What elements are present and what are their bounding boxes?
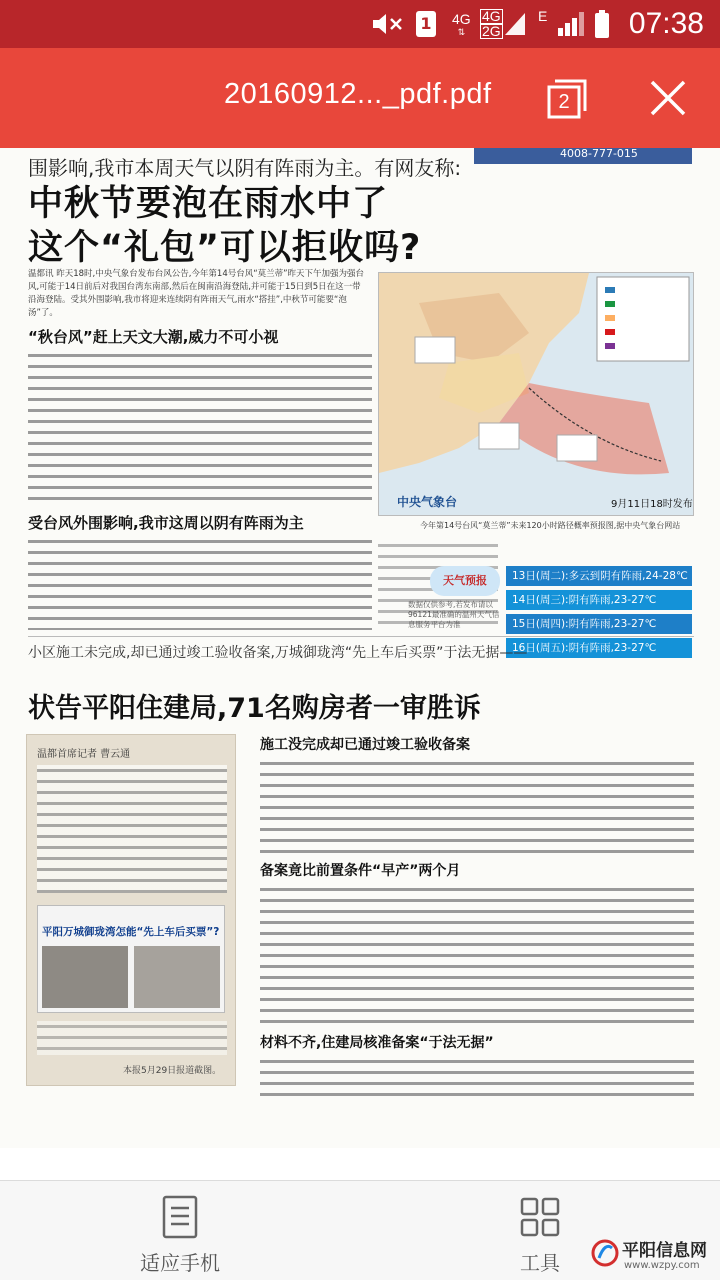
network-indicator-1: 4G ⇅ — [452, 10, 471, 37]
body-text-b — [260, 884, 694, 1024]
fit-to-phone-label: 适应手机 — [140, 1251, 220, 1275]
lead-paragraph: 温都讯 昨天18时,中央气象台发布台风公告,今年第14号台风“莫兰蒂”昨天下午加强为强台风,可能于14日前后对我国台湾东南部,然后在闽南沿海登陆,并可能于15日到5日在这一带沿海登陆。受其外围影响,我市将迎来连续阴有阵雨天气,雨水“搭挂”,中秋节可能要“泡汤”了。 — [28, 269, 365, 318]
network-type-2: 4G — [482, 8, 501, 24]
ad-banner — [474, 148, 692, 164]
watermark-logo-icon — [590, 1236, 620, 1270]
tools-button[interactable] — [480, 1181, 600, 1280]
page-count-button[interactable] — [546, 76, 590, 120]
kicker-2: 小区施工未完成,却已通过竣工验收备案,万城御珑湾“先上车后买票”于法无据—— — [28, 645, 528, 661]
network-indicator-2 — [480, 0, 503, 48]
inset-title: 平阳万城御珑湾怎能“先上车后买票”? — [42, 926, 220, 938]
body-text-a — [260, 758, 694, 854]
inset-text-block — [37, 765, 227, 893]
network-type-2b: 2G — [482, 23, 501, 39]
forecast-row: 16日(周五):阴有阵雨,23-27℃ — [506, 638, 692, 658]
inset-text-block-2 — [37, 1021, 227, 1055]
section-b: 备案竟比前置条件“早产”两个月 — [260, 863, 461, 879]
close-button[interactable] — [648, 78, 688, 118]
weather-label: 天气预报 — [430, 566, 500, 596]
article-text-block-2 — [28, 536, 372, 630]
mute-icon — [370, 0, 404, 48]
typhoon-track-graphic — [379, 273, 694, 516]
inset-photo-1 — [42, 946, 128, 1008]
clock: 07:38 — [628, 7, 704, 40]
subhead-2: 受台风外围影响,我市这周以阴有阵雨为主 — [28, 514, 304, 532]
watermark-url: www.wzpy.com — [624, 1260, 700, 1271]
inset-caption: 本报5月29日报道截图。 — [123, 1066, 222, 1076]
fit-to-phone-button[interactable] — [120, 1181, 240, 1280]
inset-photo-2 — [134, 946, 220, 1008]
body-text-c — [260, 1056, 694, 1100]
typhoon-map — [378, 272, 694, 516]
inset-clipping — [37, 905, 225, 1013]
site-watermark — [590, 1232, 716, 1278]
pdf-page — [0, 148, 720, 1148]
document-title: 20160912..._pdf.pdf — [224, 78, 492, 110]
pdf-viewer[interactable] — [0, 148, 720, 1180]
weather-note: 数据仅供参考,若发布请以96121最准确的温州天气信息服务平台为准 — [408, 600, 500, 629]
network-type-1: 4G — [452, 10, 471, 27]
forecast-row: 15日(周四):阴有阵雨,23-27℃ — [506, 614, 692, 634]
page-count: 2 — [558, 91, 570, 113]
forecast-list — [506, 566, 692, 662]
grid-icon — [520, 1197, 560, 1237]
signal-icon-2 — [558, 0, 586, 48]
section-a: 施工没完成却已通过竣工验收备案 — [260, 737, 470, 753]
banner-text: 4008-777-015 — [560, 148, 638, 160]
section-c: 材料不齐,住建局核准备案“于法无据” — [260, 1035, 494, 1051]
headline-1a: 中秋节要泡在雨水中了 — [28, 184, 389, 224]
app-bar — [0, 48, 720, 148]
subhead-1: “秋台风”赶上天文大潮,威力不可小视 — [28, 328, 279, 346]
sim-card-icon — [416, 0, 436, 48]
inset-article-image — [26, 734, 236, 1086]
status-bar — [0, 0, 720, 48]
forecast-row: 14日(周三):阴有阵雨,23-27℃ — [506, 590, 692, 610]
map-agency: 中央气象台 — [397, 495, 458, 509]
tools-label: 工具 — [520, 1251, 560, 1275]
headline-2: 状告平阳住建局,71名购房者一审胜诉 — [28, 693, 481, 724]
document-icon — [160, 1195, 200, 1239]
headline-1b: 这个“礼包”可以拒收吗? — [28, 228, 422, 268]
section-divider — [28, 636, 694, 637]
watermark-name: 平阳信息网 — [622, 1241, 707, 1261]
inset-byline: 温都首席记者 曹云通 — [37, 749, 131, 760]
roaming-indicator: E — [538, 8, 548, 24]
map-caption: 今年第14号台风“莫兰蒂”未来120小时路径概率预报图,据中央气象台网站 — [420, 521, 681, 530]
article-text-block — [28, 350, 372, 500]
signal-icon — [505, 0, 525, 48]
battery-icon — [594, 0, 610, 48]
sim-badge: 1 — [416, 11, 436, 37]
forecast-row: 13日(周二):多云到阴有阵雨,24-28℃ — [506, 566, 692, 586]
top-fragment: 围影响,我市本周天气以阴有阵雨为主。有网友称: — [28, 156, 462, 180]
close-icon — [648, 78, 688, 118]
map-date: 9月11日18时发布 — [611, 499, 693, 510]
